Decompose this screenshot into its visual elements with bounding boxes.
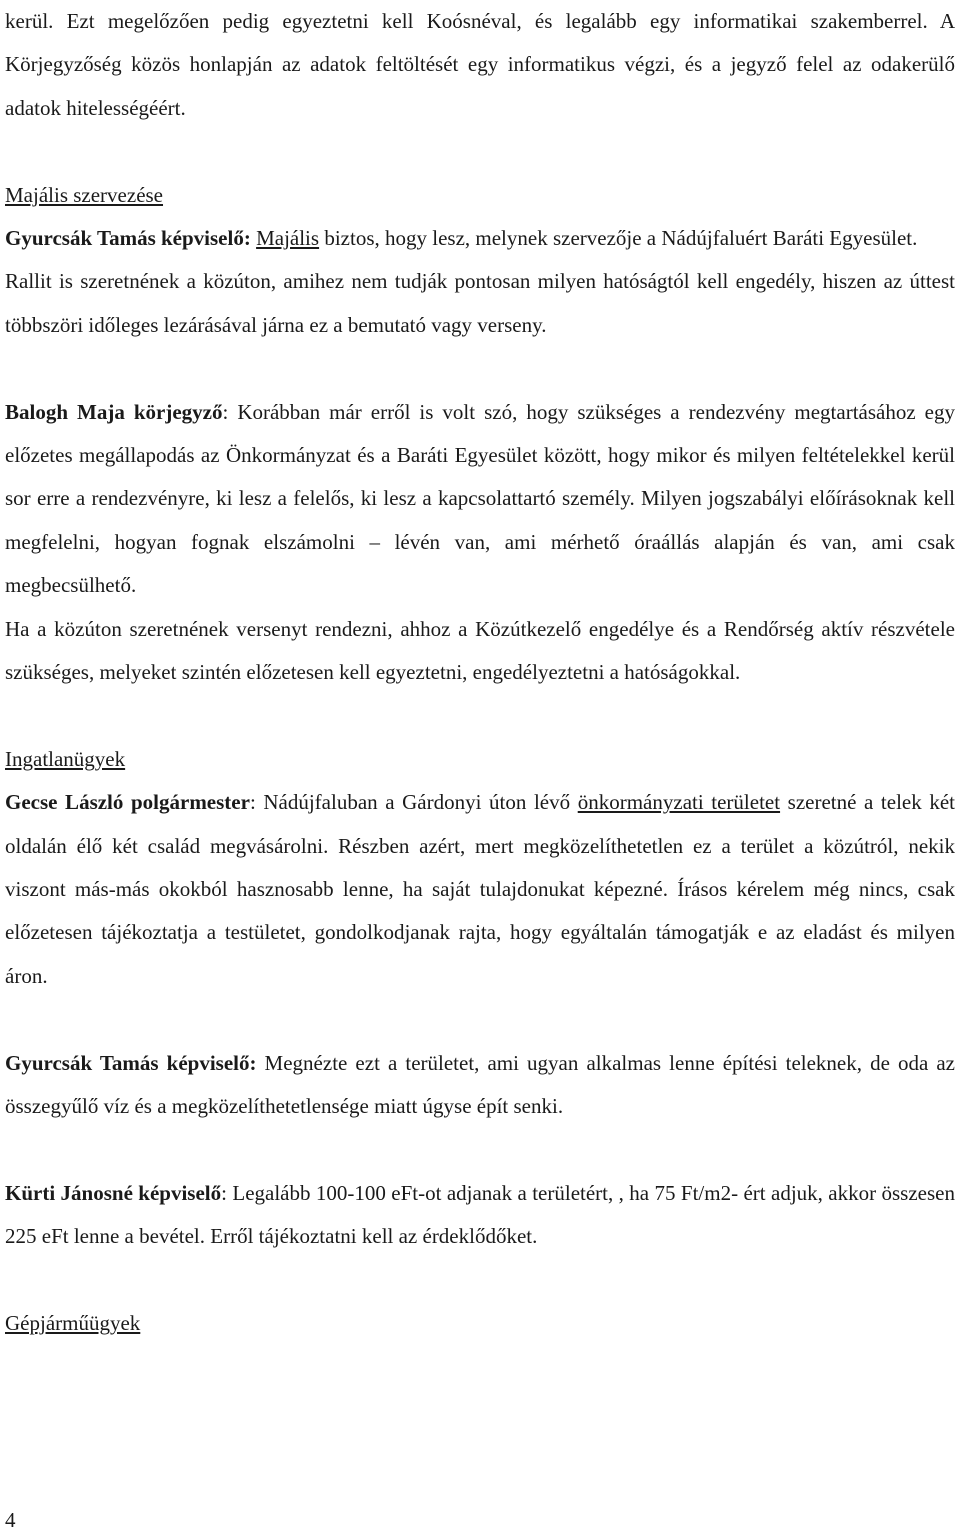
paragraph-gecse — [5, 781, 955, 998]
heading-ingatlanugyek: Ingatlanügyek — [5, 746, 126, 771]
paragraph-rally: Rallit is szeretnének a közúton, amihez nem tudják pontosan milyen hatóságtól kell engedély, hiszen az úttest többszöri időleges lezárásával járna ez a bemutató vagy verseny. — [5, 269, 955, 337]
spacer — [5, 1129, 955, 1172]
spacer — [5, 694, 955, 737]
speaker-name: Gyurcsák Tamás képviselő: — [5, 226, 251, 251]
spacer — [5, 130, 955, 173]
paragraph-text: szeretné a telek két oldalán élő két család megvásárolni. Részben azért, mert megközelíthetetlen ez a terület a közútról, nekik viszont más-más okokból hasznosabb lenne, ha saját tulajdonukat képezné. Írásos kérelem még nincs, csak előzetesen tájékoztatja a testületet, gondolkodjanak rajta, hogy egyáltalán támogatják e az eladást és milyen áron. — [5, 790, 955, 988]
paragraph-gyurcsak-majalis — [5, 217, 955, 260]
speaker-name: Kürti Jánosné képviselő — [5, 1180, 222, 1205]
paragraph-text: biztos, hogy lesz, melynek szervezője a Nádújfaluért Baráti Egyesület. — [319, 226, 918, 251]
speaker-name: Gyurcsák Tamás képviselő: — [5, 1050, 257, 1075]
paragraph-text: : Korábban már erről is volt szó, hogy szükséges a rendezvény megtartásához egy előzetes megállapodás az Önkormányzat és a Baráti Egyesület között, hogy mikor és milyen feltételekkel kerül sor erre a rendezvényre, ki lesz a felelős, ki lesz a kapcsolattartó személy. Milyen jogszabályi előírásoknak kell megfelelni, hogyan fognak elszámolni – lévén van, ami mérhető óraállás alapján és van, ami csak megbecsülhető. — [5, 399, 955, 598]
paragraph-kurti — [5, 1172, 955, 1259]
onkormanyzati-terulet-text: önkormányzati területet — [577, 790, 781, 815]
speaker-name: Gecse László polgármester — [5, 790, 250, 815]
paragraph-text: Megnézte ezt a területet, ami ugyan alkalmas lenne építési teleknek, de oda az összegyűlő víz és a megközelíthetetlensége miatt úgyse épít senki. — [5, 1050, 955, 1119]
spacer — [5, 998, 955, 1041]
speaker-name: Balogh Maja körjegyző — [5, 399, 223, 424]
heading-majalis: Majális szervezése — [5, 182, 164, 207]
paragraph-balogh — [5, 391, 955, 608]
paragraph-kozut: Ha a közúton szeretnének versenyt rendezni, ahhoz a Közútkezelő engedélye és a Rendőrség aktív részvétele szükséges, melyeket szintén előzetesen kell egyeztetni, engedélyeztetni a hatóságokkal. — [5, 616, 955, 685]
paragraph-text: : Nádújfaluban a Gárdonyi úton lévő — [249, 790, 578, 815]
spacer — [5, 347, 955, 390]
spacer — [5, 1259, 955, 1302]
intro-paragraph: kerül. Ezt megelőzően pedig egyeztetni kell Koósnéval, és legalább egy informatikai szakemberrel. A Körjegyzőség közös honlapján az adatok feltöltését egy informatikus végzi, és a jegyző felel az odakerülő adatok hitelességéért. — [5, 9, 955, 120]
document-page — [5, 0, 955, 1346]
page-number: 4 — [5, 1508, 16, 1532]
majalis-link-text: Majális — [256, 226, 320, 251]
heading-gepjarmuugyek: Gépjárműügyek — [5, 1311, 141, 1336]
paragraph-text: : Legalább 100-100 eFt-ot adjanak a területért, , ha 75 Ft/m2- ért adjuk, akkor összesen 225 eFt lenne a bevétel. Erről tájékoztatni kell az érdeklődőket. — [5, 1180, 955, 1249]
paragraph-gyurcsak-ingatlan — [5, 1042, 955, 1129]
